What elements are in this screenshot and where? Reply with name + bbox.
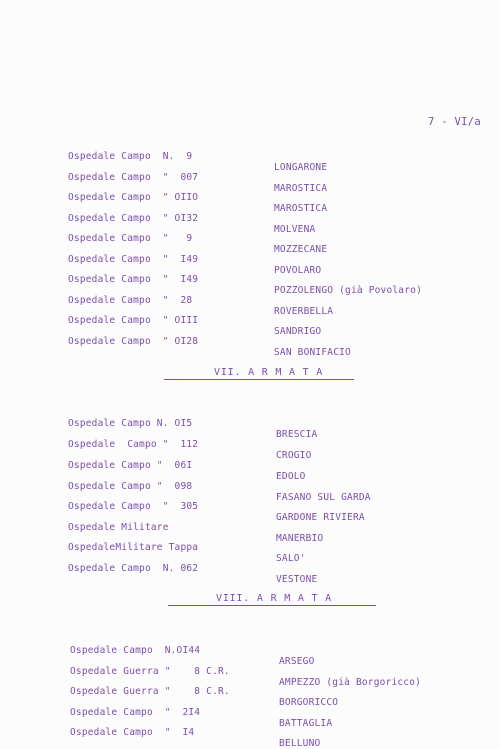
place-label: CROGIO xyxy=(276,450,312,461)
place-label: MAROSTICA xyxy=(274,183,328,194)
unit-label: Ospedale Campo " 9 xyxy=(68,233,193,244)
place-label: MOLVENA xyxy=(274,224,316,235)
unit-label: Ospedale Campo " 28 xyxy=(68,295,193,306)
unit-label: Ospedale Campo " OI28 xyxy=(68,336,199,347)
list-item xyxy=(0,243,500,276)
list-item xyxy=(0,263,500,296)
place-label: SANDRIGO xyxy=(274,326,322,337)
list-item xyxy=(0,325,500,358)
list-item xyxy=(0,161,500,194)
place-label: BELLUNO xyxy=(279,738,321,749)
place-label: EDOLO xyxy=(276,471,306,482)
place-label: POZZOLENGO (già Povolaro) xyxy=(274,285,422,296)
list-item xyxy=(0,284,500,317)
unit-label: Ospedale Campo N. 9 xyxy=(68,151,193,162)
list-item xyxy=(0,675,500,708)
list-item xyxy=(0,181,500,214)
place-label: ARSEGO xyxy=(279,656,315,667)
place-label: MAROSTICA xyxy=(274,203,328,214)
list-item xyxy=(0,696,500,729)
unit-label: OspedaleMilitare Tappa xyxy=(68,542,199,553)
unit-label: Ospedale Campo " 06I xyxy=(68,460,193,471)
place-label: AMPEZZO (già Borgoricco) xyxy=(279,677,422,688)
list-item xyxy=(0,222,500,255)
unit-label: Ospedale Campo " 098 xyxy=(68,481,193,492)
place-label: SALO' xyxy=(276,553,306,564)
place-label: POVOLARO xyxy=(274,265,322,276)
unit-label: Ospedale Campo " OIIO xyxy=(68,192,199,203)
place-label: BATTAGLIA xyxy=(279,718,333,729)
page-number: 7 - VI/a xyxy=(428,116,481,128)
unit-label: Ospedale Guerra " 8 C.R. xyxy=(70,666,230,677)
place-label: GARDONE RIVIERA xyxy=(276,512,365,523)
list-item xyxy=(0,449,500,482)
section-title: VIII. A R M A T A xyxy=(216,593,332,604)
unit-label: Ospedale Campo N.OI44 xyxy=(70,645,201,656)
place-label: MOZZECANE xyxy=(274,244,328,255)
unit-label: Ospedale Guerra " 8 C.R. xyxy=(70,686,230,697)
unit-label: Ospedale Campo " I4 xyxy=(70,727,195,738)
place-label: BORGORICCO xyxy=(279,697,339,708)
place-label: VESTONE xyxy=(276,574,318,585)
section-heading-vii xyxy=(164,367,354,380)
place-label: SAN BONIFACIO xyxy=(274,347,351,358)
unit-label: Ospedale Campo " OIII xyxy=(68,315,199,326)
place-label: FASANO SUL GARDA xyxy=(276,492,371,503)
unit-label: Ospedale Campo " OI32 xyxy=(68,213,199,224)
list-item xyxy=(0,552,500,585)
unit-label: Ospedale Campo " 112 xyxy=(68,439,199,450)
unit-label: Ospedale Militare xyxy=(68,522,169,533)
place-label: BRESCIA xyxy=(276,429,318,440)
unit-label: Ospedale Campo " 007 xyxy=(68,172,199,183)
place-label: MANERBIO xyxy=(276,533,324,544)
unit-label: Ospedale Campo " 2I4 xyxy=(70,707,201,718)
unit-label: Ospedale Campo N. OI5 xyxy=(68,418,193,429)
unit-label: Ospedale Campo " I49 xyxy=(68,274,199,285)
list-item xyxy=(0,470,500,503)
section-heading-viii xyxy=(168,593,376,606)
list-item xyxy=(0,531,500,564)
list-item xyxy=(0,511,500,544)
list-item xyxy=(0,490,500,523)
unit-label: Ospedale Campo " I49 xyxy=(68,254,199,265)
list-item xyxy=(0,407,500,440)
unit-label: Ospedale Campo N. 062 xyxy=(68,563,199,574)
place-label: LONGARONE xyxy=(274,162,328,173)
list-item xyxy=(0,140,500,173)
list-item xyxy=(0,634,500,667)
place-label: ROVERBELLA xyxy=(274,306,334,317)
list-item xyxy=(0,716,500,749)
list-item xyxy=(0,655,500,688)
list-item xyxy=(0,428,500,461)
unit-label: Ospedale Campo " 305 xyxy=(68,501,199,512)
list-item xyxy=(0,304,500,337)
list-item xyxy=(0,202,500,235)
section-title: VII. A R M A T A xyxy=(214,367,324,378)
